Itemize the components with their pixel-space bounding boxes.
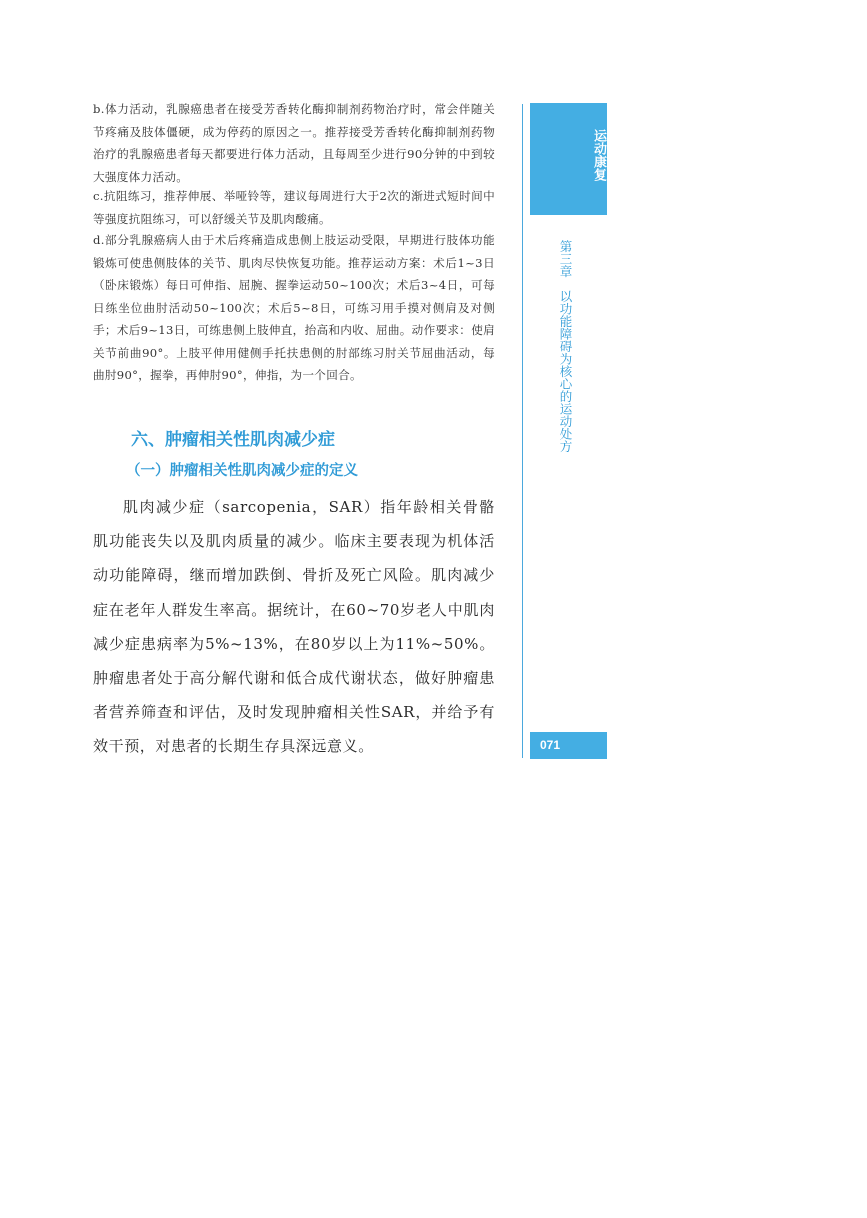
side-tab <box>530 103 607 215</box>
page-number-tab <box>530 732 607 759</box>
section-heading: 六、肿瘤相关性肌肉减少症 <box>131 430 335 450</box>
margin-divider-line <box>522 104 523 758</box>
paragraph-c: c.抗阻练习，推荐伸展、举哑铃等，建议每周进行大于2次的渐进式短时间中等强度抗阻练习，可以舒缓关节及肌肉酸痛。 <box>93 189 495 226</box>
body-paragraph: 肌肉减少症（sarcopenia，SAR）指年龄相关骨骼肌功能丧失以及肌肉质量的减少。临床主要表现为机体活动功能障碍，继而增加跌倒、骨折及死亡风险。肌肉减少症在老年人群发生率高。据统计，在60~70岁老人中肌肉减少症患病率为5%~13%，在80岁以上为11%~50%。肿瘤患者处于高分解代谢和低合成代谢状态，做好肿瘤患者营养筛查和评估，及时发现肿瘤相关性SAR，并给予有效干预，对患者的长期生存具深远意义。 <box>93 498 495 756</box>
page-number: 071 <box>540 738 561 752</box>
paragraph-b: b.体力活动，乳腺癌患者在接受芳香转化酶抑制剂药物治疗时，常会伴随关节疼痛及肢体僵硬，成为停药的原因之一。推荐接受芳香转化酶抑制剂药物治疗的乳腺癌患者每天都要进行体力活动，且每周至少进行90分钟的中到较大强度体力活动。 <box>93 102 495 184</box>
side-tab-label: 运动康复 <box>591 129 606 181</box>
sub-heading: （一）肿瘤相关性肌肉减少症的定义 <box>126 463 358 479</box>
paragraph-d: d.部分乳腺癌病人由于术后疼痛造成患侧上肢运动受限，早期进行肢体功能锻炼可使患侧肢体的关节、肌肉尽快恢复功能。推荐运动方案：术后1~3日（卧床锻炼）每日可伸指、屈腕、握拳运动50~100次；术后3~4日，可每日练坐位曲肘活动50~100次；术后5~8日，可练习用手摸对侧肩及对侧手；术后9~13日，可练患侧上肢伸直，抬高和内收、屈曲。动作要求：使肩关节前曲90°。上肢平伸用健侧手托扶患侧的肘部练习肘关节屈曲活动，每曲肘90°，握拳，再伸肘90°，伸指，为一个回合。 <box>93 233 495 382</box>
chapter-title: 第三章 以功能障碍为核心的运动处方 <box>558 240 573 453</box>
